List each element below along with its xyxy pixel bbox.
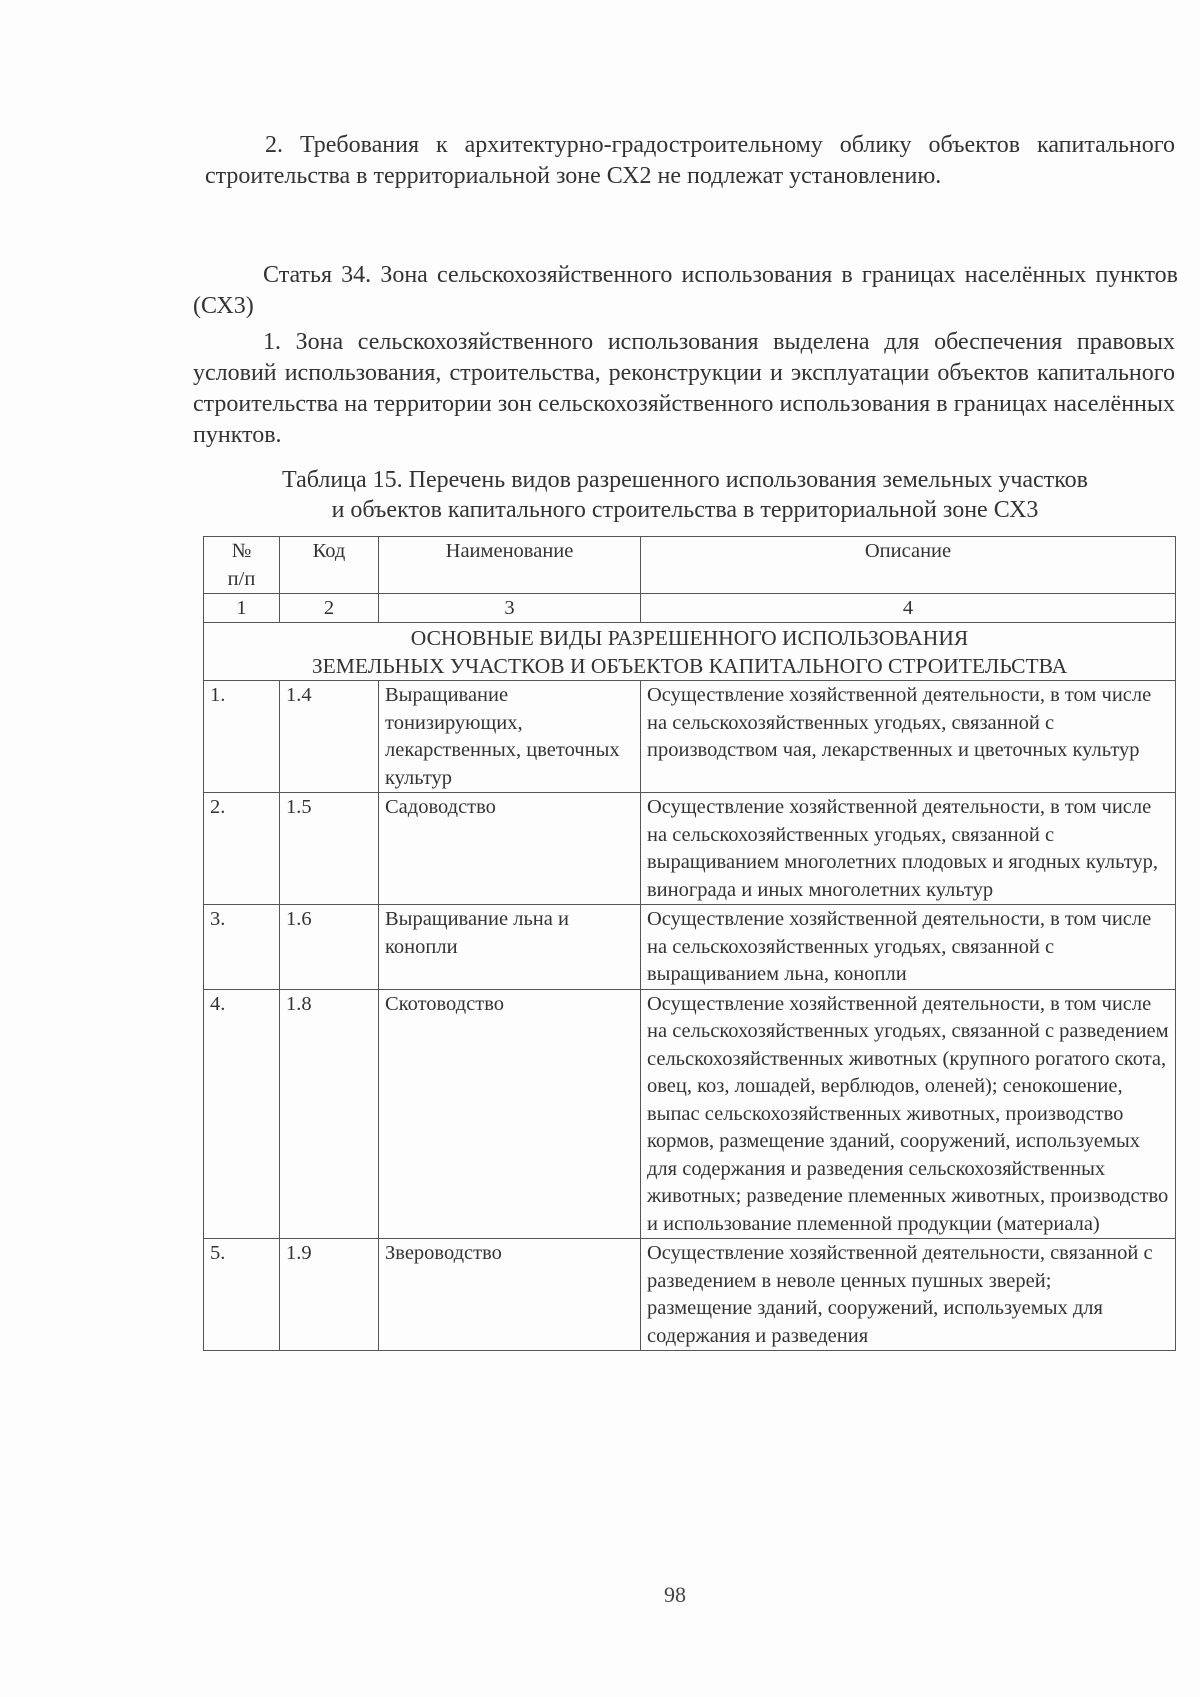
- paragraph-cx3-purpose: 1. Зона сельскохозяйственного использования выделена для обеспечения правовых условий использования, строительства, реконструкции и эксплуатации объектов капитального строительства на территории зон сельскохозяйственного использования в границах населённых пунктов.: [193, 329, 1175, 448]
- page-number: 98: [664, 1582, 686, 1607]
- column-number-cell: 2: [280, 594, 379, 623]
- row-description: Осуществление хозяйственной деятельности, в том числе на сельскохозяйственных угодьях, связанной с разведением сельскохозяйственных животных (крупного рогатого скота, овец, коз, лошадей, верблюдов, оленей); сенокошение, выпас сельскохозяйственных животных, производство кормов, размещение зданий, сооружений, используемых для содержания и разведения сельскохозяйственных животных; разведение племенных животных, производство и использование племенной продукции (материала): [641, 989, 1176, 1239]
- section-header-line2: ЗЕМЕЛЬНЫХ УЧАСТКОВ И ОБЪЕКТОВ КАПИТАЛЬНОГО СТРОИТЕЛЬСТВА: [311, 654, 1068, 678]
- table-row: [204, 793, 1176, 905]
- row-name: Скотоводство: [379, 989, 641, 1239]
- row-description-line2: размещение зданий, сооружений, используемых для содержания и разведения: [647, 1297, 1103, 1347]
- table-caption-line2: и объектов капитального строительства в территориальной зоне СХ3: [331, 497, 1039, 523]
- row-name: Звероводство: [379, 1239, 641, 1351]
- row-name: Выращивание тонизирующих, лекарственных, цветочных культур: [379, 681, 641, 793]
- column-number-cell: 1: [204, 594, 280, 623]
- row-code: 1.8: [280, 989, 379, 1239]
- row-code: 1.5: [280, 793, 379, 905]
- article-34-title: Статья 34. Зона сельскохозяйственного использования в границах населённых пунктов (СХ3): [193, 262, 1178, 319]
- row-name: Садоводство: [379, 793, 641, 905]
- column-number-cell: 4: [641, 594, 1176, 623]
- row-num: 5.: [204, 1239, 280, 1351]
- header-name: Наименование: [379, 537, 641, 594]
- row-description: Осуществление хозяйственной деятельности, в том числе на сельскохозяйственных угодьях, связанной с выращиванием льна, конопли: [641, 905, 1176, 990]
- header-num-line1: №: [231, 540, 252, 562]
- row-code: 1.4: [280, 681, 379, 793]
- row-description: Осуществление хозяйственной деятельности, в том числе на сельскохозяйственных угодьях, связанной с производством чая, лекарственных и цветочных культур: [641, 681, 1176, 793]
- column-number-cell: 3: [379, 594, 641, 623]
- header-description: Описание: [641, 537, 1176, 594]
- table-caption-line1: Таблица 15. Перечень видов разрешенного использования земельных участков: [282, 467, 1088, 493]
- paragraph-cx2-requirements: 2. Требования к архитектурно-градостроительному облику объектов капитального строительства в территориальной зоне СХ2 не подлежат установлению.: [205, 132, 1175, 189]
- row-num: 2.: [204, 793, 280, 905]
- row-description: [641, 1239, 1176, 1351]
- section-header-row: [204, 623, 1176, 681]
- section-header-cell: [204, 623, 1176, 681]
- header-code: Код: [280, 537, 379, 594]
- permitted-use-table: [203, 536, 1176, 1351]
- row-description: Осуществление хозяйственной деятельности, в том числе на сельскохозяйственных угодьях, связанной с выращиванием многолетних плодовых и ягодных культур, винограда и иных многолетних культур: [641, 793, 1176, 905]
- table-caption: [195, 465, 1175, 525]
- row-description-line1: Осуществление хозяйственной деятельности, связанной с разведением в неволе ценных пушных зверей;: [647, 1242, 1153, 1292]
- table-row: [204, 905, 1176, 990]
- row-num: 3.: [204, 905, 280, 990]
- table-row: [204, 1239, 1176, 1351]
- row-code: 1.9: [280, 1239, 379, 1351]
- column-number-row: [204, 594, 1176, 623]
- table-row: [204, 989, 1176, 1239]
- header-num: [204, 537, 280, 594]
- row-name: Выращивание льна и конопли: [379, 905, 641, 990]
- row-num: 1.: [204, 681, 280, 793]
- table-header-row: [204, 537, 1176, 594]
- row-code: 1.6: [280, 905, 379, 990]
- row-num: 4.: [204, 989, 280, 1239]
- header-num-line2: п/п: [227, 567, 256, 590]
- section-header-line1: ОСНОВНЫЕ ВИДЫ РАЗРЕШЕННОГО ИСПОЛЬЗОВАНИЯ: [410, 626, 969, 650]
- table-row: [204, 681, 1176, 793]
